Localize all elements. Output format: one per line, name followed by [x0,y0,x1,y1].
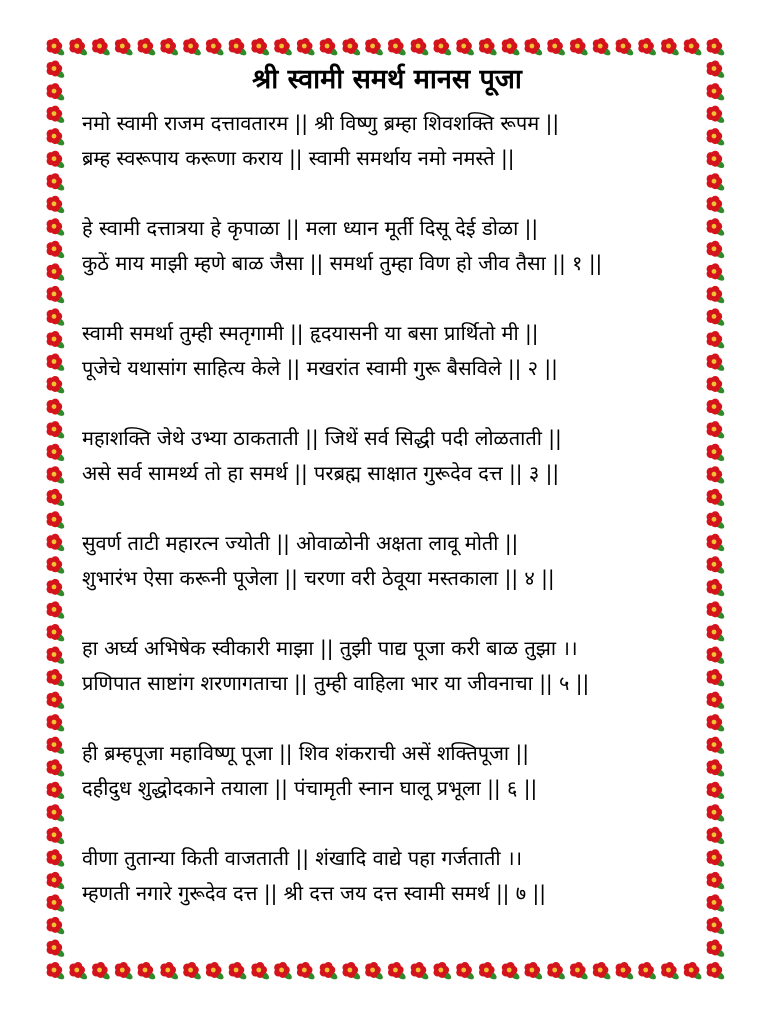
flower-icon [47,489,66,508]
flower-icon [524,962,543,981]
flower-icon [707,286,726,305]
flower-icon [433,962,452,981]
flower-icon [707,759,726,778]
stanza-line: असे सर्व सामर्थ्य तो हा समर्थ || परब्रह्म साक्षात गुरूदेव दत्त || ३ || [82,461,560,485]
page-title: श्री स्वामी समर्थ मानस पूजा [252,64,522,95]
flower-icon [707,827,726,846]
flower-icon [433,38,452,57]
flower-icon [274,962,293,981]
flower-icon [47,444,66,463]
document-body [82,62,692,946]
flower-icon [707,737,726,756]
flower-icon [616,962,635,981]
flower-icon [47,759,66,778]
flower-icon [47,376,66,395]
flower-icon [47,849,66,868]
flower-icon [47,940,66,959]
flower-icon [707,647,726,666]
flower-icon [707,579,726,598]
stanza-7 [82,736,692,806]
stanza-line: कुठें माय माझी म्हणे बाळ जैसा || समर्था तुम्हा विण हो जीव तैसा || १ || [82,251,603,275]
flower-icon [707,61,726,80]
flower-icon [69,38,88,57]
flower-icon [47,308,66,327]
flower-icon [707,218,726,237]
flower-icon [251,962,270,981]
stanza-4 [82,421,692,491]
flower-icon [707,534,726,553]
flower-icon [47,782,66,801]
flower-icon [229,962,248,981]
flower-icon [160,962,179,981]
flower-icon [320,38,339,57]
flower-icon [47,962,66,981]
flower-icon [661,962,680,981]
flower-icon [707,106,726,125]
flower-icon [570,962,589,981]
stanza-line: सुवर्ण ताटी महारत्न ज्योती || ओवाळोनी अक्षता लावू मोती || [82,531,519,555]
flower-icon [47,38,66,57]
flower-icon [707,872,726,891]
flower-icon [47,61,66,80]
flower-icon [47,173,66,192]
flower-icon [47,894,66,913]
flower-icon [707,241,726,260]
flower-icon [479,38,498,57]
flower-icon [707,669,726,688]
flower-icon [297,38,316,57]
flower-icon [92,962,111,981]
flower-icon [297,962,316,981]
flower-icon [707,511,726,530]
flower-icon [251,38,270,57]
flower-icon [47,263,66,282]
flower-icon [707,331,726,350]
flower-icon [47,804,66,823]
flower-icon [47,128,66,147]
flower-icon [411,38,430,57]
flower-icon [47,196,66,215]
flower-icon [47,737,66,756]
stanza-line: महाशक्ति जेथे उभ्या ठाकताती || जिथें सर्व सिद्धी पदी लोळताती || [82,426,562,450]
flower-icon [547,962,566,981]
flower-icon [707,83,726,102]
flower-icon [47,151,66,170]
flower-icon [47,669,66,688]
flower-icon [115,962,134,981]
flower-icon [342,38,361,57]
flower-icon [707,421,726,440]
flower-icon [47,511,66,530]
flower-icon [47,579,66,598]
flower-icon [707,692,726,711]
flower-icon [47,241,66,260]
flower-icon [411,962,430,981]
flower-icon [183,38,202,57]
stanza-line: पूजेचे यथासांग साहित्य केले || मखरांत स्वामी गुरू बैसविले || २ || [82,356,558,380]
stanza-line: शुभारंभ ऐसा करूनी पूजेला || चरणा वरी ठेवूया मस्तकाला || ४ || [82,566,555,590]
flower-icon [707,128,726,147]
flower-icon [707,782,726,801]
stanza-2 [82,211,692,281]
flower-icon [707,894,726,913]
flower-icon [547,38,566,57]
flower-icon [707,940,726,959]
flower-icon [47,421,66,440]
flower-icon [115,38,134,57]
flower-icon [388,962,407,981]
flower-icon [47,218,66,237]
flower-icon [684,38,703,57]
flower-icon [47,286,66,305]
flower-icon [47,827,66,846]
flower-icon [684,962,703,981]
flower-icon [707,444,726,463]
flower-icon [707,38,726,57]
flower-icon [707,308,726,327]
flower-icon [616,38,635,57]
flower-icon [342,962,361,981]
stanza-6 [82,631,692,701]
stanza-8 [82,841,692,911]
flower-icon [707,489,726,508]
stanza-line: म्हणती नगारे गुरूदेव दत्त || श्री दत्त जय दत्त स्वामी समर्थ || ७ || [82,881,547,905]
flower-icon [479,962,498,981]
flower-icon [229,38,248,57]
flower-icon [320,962,339,981]
stanza-5 [82,526,692,596]
flower-icon [160,38,179,57]
flower-icon [638,962,657,981]
flower-icon [47,692,66,711]
flower-icon [707,399,726,418]
flower-icon [707,196,726,215]
flower-icon [707,354,726,373]
flower-icon [47,714,66,733]
flower-icon [274,38,293,57]
flower-icon [707,556,726,575]
flower-icon [47,331,66,350]
stanza-3 [82,316,692,386]
stanza-line: नमो स्वामी राजम दत्तावतारम || श्री विष्णु ब्रम्हा शिवशक्ति रूपम || [82,111,560,135]
flower-icon [707,962,726,981]
stanza-line: हे स्वामी दत्तात्रया हे कृपाळा || मला ध्यान मूर्ती दिसू देई डोळा || [82,216,539,240]
flower-icon [47,601,66,620]
stanza-line: वीणा तुतान्या किती वाजताती || शंखादि वाद्ये पहा गर्जताती ।। [82,846,523,870]
flower-icon [707,151,726,170]
flower-icon [138,962,157,981]
flower-icon [707,601,726,620]
flower-icon [707,263,726,282]
stanza-1 [82,106,692,176]
flower-icon [388,38,407,57]
stanza-line: दहीदुध शुद्धोदकाने तयाला || पंचामृती स्नान घालू प्रभूला || ६ || [82,776,538,800]
stanza-line: स्वामी समर्था तुम्ही स्मतृगामी || हृदयासनी या बसा प्रार्थितो मी || [82,321,539,345]
stanza-line: ब्रम्ह स्वरूपाय करूणा कराय || स्वामी समर्थाय नमो नमस्ते || [82,146,515,170]
flower-icon [638,38,657,57]
flower-icon [593,38,612,57]
flower-icon [707,466,726,485]
flower-icon [69,962,88,981]
stanza-line: ही ब्रम्हपूजा महाविष्णू पूजा || शिव शंकराची असें शक्तिपूजा || [82,741,529,765]
flower-icon [365,38,384,57]
flower-icon [92,38,111,57]
flower-icon [524,38,543,57]
flower-icon [47,354,66,373]
flower-icon [47,534,66,553]
flower-icon [661,38,680,57]
flower-icon [47,872,66,891]
flower-icon [47,556,66,575]
flower-icon [183,962,202,981]
stanza-line: प्रणिपात साष्टांग शरणागताचा || तुम्ही वाहिला भार या जीवनाचा || ५ || [82,671,590,695]
flower-icon [456,962,475,981]
flower-icon [707,714,726,733]
flower-icon [206,962,225,981]
flower-icon [593,962,612,981]
flower-icon [707,376,726,395]
flower-icon [707,804,726,823]
flower-icon [47,466,66,485]
flower-icon [47,106,66,125]
flower-icon [456,38,475,57]
flower-icon [707,917,726,936]
flower-icon [138,38,157,57]
flower-icon [47,647,66,666]
flower-icon [365,962,384,981]
flower-icon [502,962,521,981]
flower-icon [206,38,225,57]
flower-icon [707,173,726,192]
flower-icon [47,917,66,936]
flower-icon [707,849,726,868]
flower-icon [707,624,726,643]
stanza-line: हा अर्घ्य अभिषेक स्वीकारी माझा || तुझी पाद्य पूजा करी बाळ तुझा ।। [82,636,578,660]
flower-icon [570,38,589,57]
flower-icon [47,83,66,102]
flower-icon [47,624,66,643]
flower-icon [502,38,521,57]
flower-icon [47,399,66,418]
